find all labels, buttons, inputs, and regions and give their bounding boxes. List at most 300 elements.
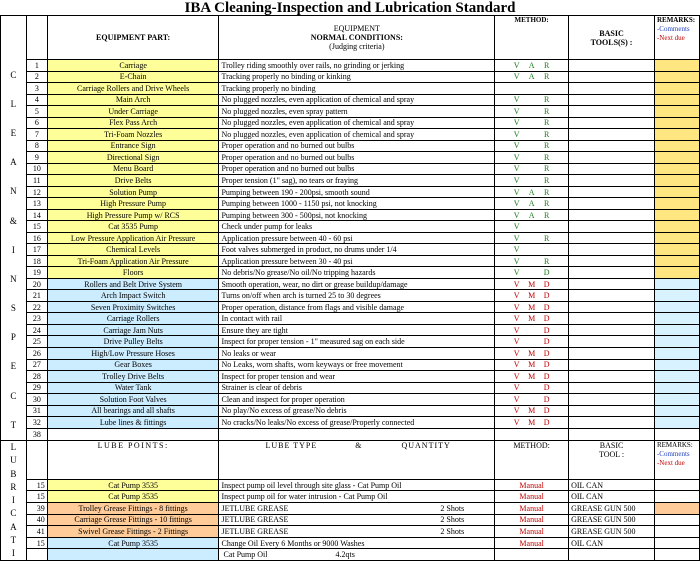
normal-condition: No plugged nozzles, even application of chemical and spray bbox=[219, 94, 495, 106]
method-code: M bbox=[528, 360, 536, 370]
basic-tool bbox=[569, 347, 655, 359]
remarks-cell[interactable] bbox=[654, 163, 699, 175]
remarks-cell[interactable] bbox=[654, 267, 699, 279]
basic-tool bbox=[569, 198, 655, 210]
method-codes bbox=[495, 417, 569, 429]
header-row bbox=[1, 16, 700, 60]
table-row bbox=[1, 278, 700, 290]
basic-tool bbox=[569, 255, 655, 267]
method-codes bbox=[495, 71, 569, 83]
table-row bbox=[1, 186, 700, 198]
method-code: D bbox=[543, 383, 550, 393]
method-code: D bbox=[543, 325, 550, 335]
method-code: V bbox=[513, 279, 520, 289]
remarks-cell[interactable] bbox=[654, 394, 699, 406]
equipment-part: Floors bbox=[47, 267, 219, 279]
lube-row bbox=[1, 491, 700, 503]
lube-type bbox=[219, 479, 495, 491]
table-row bbox=[1, 175, 700, 187]
method-code: V bbox=[513, 233, 520, 243]
normal-condition: Ensure they are tight bbox=[219, 324, 495, 336]
method-code: M bbox=[528, 302, 536, 312]
equipment-part: E-Chain bbox=[47, 71, 219, 83]
basic-tool bbox=[569, 175, 655, 187]
lube-type-text: JETLUBE GREASE bbox=[221, 526, 289, 536]
normal-condition: No debris/No grease/No oil/No tripping hazards bbox=[219, 267, 495, 279]
method-code: V bbox=[513, 337, 520, 347]
method-code: A bbox=[528, 199, 535, 209]
equipment-part: Carriage Rollers bbox=[47, 313, 219, 325]
remarks-cell[interactable] bbox=[654, 232, 699, 244]
row-number: 12 bbox=[26, 186, 47, 198]
remarks-cell[interactable] bbox=[654, 221, 699, 233]
equipment-part: High Pressure Pump bbox=[47, 198, 219, 210]
table-row bbox=[1, 71, 700, 83]
row-number: 21 bbox=[26, 290, 47, 302]
equipment-part: Arch Impact Switch bbox=[47, 290, 219, 302]
equipment-part: Drive Belts bbox=[47, 175, 219, 187]
lube-type-text: Cat Pump Oil bbox=[223, 550, 268, 560]
table-row bbox=[1, 313, 700, 325]
row-number: 11 bbox=[26, 175, 47, 187]
method-codes bbox=[495, 394, 569, 406]
table-row bbox=[1, 359, 700, 371]
equipment-part: Low Pressure Application Air Pressure bbox=[47, 232, 219, 244]
equipment-part: Trolley Drive Belts bbox=[47, 371, 219, 383]
normal-conditions-header: NORMAL CONDITIONS: bbox=[310, 33, 403, 43]
lube-type bbox=[219, 526, 495, 538]
remarks-cell[interactable] bbox=[654, 140, 699, 152]
method-code: V bbox=[513, 314, 520, 324]
method-code: D bbox=[543, 417, 550, 427]
remarks-cell[interactable] bbox=[654, 405, 699, 417]
row-number: 10 bbox=[26, 163, 47, 175]
lube-remarks-cell[interactable] bbox=[654, 526, 699, 538]
equipment-part: Solution Foot Valves bbox=[47, 394, 219, 406]
lube-tool bbox=[569, 549, 655, 561]
method-codes bbox=[495, 94, 569, 106]
equipment-part: Flex Pass Arch bbox=[47, 117, 219, 129]
lube-tool: OIL CAN bbox=[569, 491, 655, 503]
method-code: R bbox=[544, 164, 550, 174]
equipment-part: Seven Proximity Switches bbox=[47, 301, 219, 313]
equipment-header: EQUIPMENT bbox=[333, 24, 380, 34]
remarks-cell[interactable] bbox=[654, 301, 699, 313]
side-letter: T bbox=[10, 419, 17, 430]
lube-remarks-header: REMARKS: bbox=[656, 440, 693, 449]
row-number: 15 bbox=[26, 221, 47, 233]
equipment-part: Carriage Jam Nuts bbox=[47, 324, 219, 336]
lube-method: Manual bbox=[495, 503, 569, 515]
method-codes bbox=[495, 255, 569, 267]
row-number: 38 bbox=[26, 428, 47, 440]
side-letter: T bbox=[10, 534, 17, 545]
normal-condition: Application pressure between 30 - 40 psi bbox=[219, 255, 495, 267]
method-code: D bbox=[543, 279, 550, 289]
judging-criteria: (Judging criteria) bbox=[329, 42, 385, 52]
side-label-clean bbox=[1, 16, 27, 441]
table-row bbox=[1, 232, 700, 244]
method-code: V bbox=[513, 302, 520, 312]
basic-header: BASIC bbox=[599, 28, 624, 38]
table-row bbox=[1, 405, 700, 417]
remarks-cell[interactable] bbox=[654, 186, 699, 198]
remarks-cell[interactable] bbox=[654, 106, 699, 118]
remarks-cell[interactable] bbox=[654, 347, 699, 359]
method-code: V bbox=[513, 129, 520, 139]
method-code: V bbox=[513, 291, 520, 301]
remarks-cell[interactable] bbox=[654, 359, 699, 371]
basic-tool bbox=[569, 313, 655, 325]
remarks-cell[interactable] bbox=[654, 255, 699, 267]
lube-method-header: METHOD: bbox=[513, 440, 550, 450]
table-row bbox=[1, 244, 700, 256]
lube-type bbox=[219, 514, 495, 526]
basic-tool bbox=[569, 60, 655, 72]
normal-condition: Check under pump for leaks bbox=[219, 221, 495, 233]
basic-tool bbox=[569, 382, 655, 394]
remarks-cell[interactable] bbox=[654, 382, 699, 394]
basic-tool bbox=[569, 417, 655, 429]
row-number: 3 bbox=[26, 83, 47, 95]
method-code: A bbox=[528, 72, 535, 82]
lube-point bbox=[47, 549, 219, 561]
method-code: V bbox=[513, 394, 520, 404]
table-row bbox=[1, 428, 700, 440]
method-codes bbox=[495, 382, 569, 394]
method-codes bbox=[495, 60, 569, 72]
lube-point: Cat Pump 3535 bbox=[47, 479, 219, 491]
equipment-part: Solution Pump bbox=[47, 186, 219, 198]
normal-condition: No cracks/No leaks/No excess of grease/Properly connected bbox=[219, 417, 495, 429]
side-letter: N bbox=[10, 273, 17, 284]
method-code: V bbox=[513, 222, 520, 232]
row-number: 19 bbox=[26, 267, 47, 279]
method-code: V bbox=[513, 348, 520, 358]
lube-method: Manual bbox=[495, 491, 569, 503]
row-number: 22 bbox=[26, 301, 47, 313]
normal-condition: Turns on/off when arch is turned 25 to 30 degrees bbox=[219, 290, 495, 302]
equipment-part: Lube lines & fittings bbox=[47, 417, 219, 429]
normal-condition: Proper operation and no burned out bulbs bbox=[219, 163, 495, 175]
lube-number: 39 bbox=[26, 503, 47, 515]
method-code: V bbox=[513, 268, 520, 278]
side-label-lubricate bbox=[1, 440, 27, 561]
remarks-cell[interactable] bbox=[654, 198, 699, 210]
remarks-cell[interactable] bbox=[654, 244, 699, 256]
side-letter: U bbox=[10, 455, 17, 466]
row-number: 5 bbox=[26, 106, 47, 118]
method-code: D bbox=[543, 337, 550, 347]
side-letter: L bbox=[10, 98, 17, 109]
method-codes bbox=[495, 301, 569, 313]
lube-row bbox=[1, 537, 700, 549]
method-codes bbox=[495, 175, 569, 187]
method-codes bbox=[495, 198, 569, 210]
method-codes bbox=[495, 186, 569, 198]
method-codes bbox=[495, 221, 569, 233]
normal-condition bbox=[219, 428, 495, 440]
row-number: 16 bbox=[26, 232, 47, 244]
table-row bbox=[1, 94, 700, 106]
normal-condition: No plugged nozzles, even spray pattern bbox=[219, 106, 495, 118]
normal-condition: No leaks or wear bbox=[219, 347, 495, 359]
method-code: M bbox=[528, 279, 536, 289]
basic-tool bbox=[569, 371, 655, 383]
lube-type-text: JETLUBE GREASE bbox=[221, 503, 289, 513]
row-number: 18 bbox=[26, 255, 47, 267]
lube-remarks-cell[interactable] bbox=[654, 503, 699, 515]
normal-condition: Strainer is clear of debris bbox=[219, 382, 495, 394]
basic-tool bbox=[569, 140, 655, 152]
lube-number: 41 bbox=[26, 526, 47, 538]
lube-remarks-cell[interactable] bbox=[654, 479, 699, 491]
equipment-part bbox=[47, 428, 219, 440]
equipment-part: Tri-Foam Application Air Pressure bbox=[47, 255, 219, 267]
table-row bbox=[1, 371, 700, 383]
method-code: V bbox=[513, 176, 520, 185]
remarks-cell[interactable] bbox=[654, 313, 699, 325]
method-code: V bbox=[513, 60, 520, 70]
table-row bbox=[1, 163, 700, 175]
lube-remarks-cell[interactable] bbox=[654, 514, 699, 526]
normal-condition: Proper operation and no burned out bulbs bbox=[219, 140, 495, 152]
row-number: 4 bbox=[26, 94, 47, 106]
lube-tool: GREASE GUN 500 bbox=[569, 514, 655, 526]
normal-condition: Proper tension (1" sag), no tears or fraying bbox=[219, 175, 495, 187]
method-codes bbox=[495, 359, 569, 371]
method-code: R bbox=[544, 141, 550, 151]
method-code: R bbox=[544, 152, 550, 162]
equipment-part: All bearings and all shafts bbox=[47, 405, 219, 417]
lube-quantity: 2 Shots bbox=[440, 515, 465, 525]
remarks-cell[interactable] bbox=[654, 71, 699, 83]
lube-type-header: LUBE TYPE bbox=[265, 440, 318, 450]
lube-points-header: LUBE POINTS: bbox=[97, 440, 169, 450]
method-code: R bbox=[544, 60, 550, 70]
equipment-part: Under Carriage bbox=[47, 106, 219, 118]
basic-tool bbox=[569, 186, 655, 198]
side-letter: P bbox=[10, 332, 16, 343]
remarks-cell[interactable] bbox=[654, 129, 699, 141]
lube-type-text: Inspect pump oil for water intrusion - Cat Pump Oil bbox=[221, 492, 388, 502]
method-code: V bbox=[513, 199, 520, 209]
method-codes bbox=[495, 129, 569, 141]
method-code: D bbox=[543, 302, 550, 312]
basic-tool bbox=[569, 278, 655, 290]
remarks-cell[interactable] bbox=[654, 209, 699, 221]
lube-remarks-cell[interactable] bbox=[654, 537, 699, 549]
lube-point: Carriage Grease Fittings - 10 fittings bbox=[47, 514, 219, 526]
method-codes bbox=[495, 83, 569, 95]
lube-quantity: 4.2qts bbox=[335, 550, 355, 560]
method-codes bbox=[495, 290, 569, 302]
normal-condition: In contact with rail bbox=[219, 313, 495, 325]
lube-method bbox=[495, 549, 569, 561]
method-code: R bbox=[544, 187, 550, 197]
lube-tool: OIL CAN bbox=[569, 479, 655, 491]
method-code: V bbox=[513, 118, 520, 128]
row-number: 1 bbox=[26, 60, 47, 72]
lube-row bbox=[1, 549, 700, 561]
row-number: 31 bbox=[26, 405, 47, 417]
row-number: 28 bbox=[26, 371, 47, 383]
basic-tool bbox=[569, 324, 655, 336]
table-row bbox=[1, 221, 700, 233]
basic-tool bbox=[569, 117, 655, 129]
lube-method: Manual bbox=[495, 526, 569, 538]
remarks-cell[interactable] bbox=[654, 278, 699, 290]
remarks-cell[interactable] bbox=[654, 175, 699, 187]
method-codes bbox=[495, 140, 569, 152]
method-codes bbox=[495, 117, 569, 129]
row-number: 2 bbox=[26, 71, 47, 83]
side-letter: I bbox=[11, 548, 15, 559]
method-codes bbox=[495, 278, 569, 290]
method-codes bbox=[495, 336, 569, 348]
method-code: V bbox=[513, 360, 520, 370]
method-code: D bbox=[543, 394, 550, 404]
method-code: V bbox=[513, 210, 520, 220]
side-letter: N bbox=[10, 186, 17, 197]
method-code: A bbox=[528, 187, 535, 197]
normal-condition: Pumping between 190 - 200psi, smooth sound bbox=[219, 186, 495, 198]
method-codes bbox=[495, 267, 569, 279]
lube-tool: GREASE GUN 500 bbox=[569, 503, 655, 515]
remarks-cell[interactable] bbox=[654, 417, 699, 429]
side-letter: S bbox=[10, 303, 16, 314]
lube-type bbox=[219, 503, 495, 515]
normal-condition: Clean and inspect for proper operation bbox=[219, 394, 495, 406]
remarks-cell[interactable] bbox=[654, 428, 699, 440]
lube-point: Cat Pump 3535 bbox=[47, 537, 219, 549]
basic-tool bbox=[569, 336, 655, 348]
remarks-cell[interactable] bbox=[654, 83, 699, 95]
remarks-cell[interactable] bbox=[654, 152, 699, 164]
row-number: 8 bbox=[26, 140, 47, 152]
method-codes bbox=[495, 244, 569, 256]
method-code: R bbox=[544, 199, 550, 209]
normal-condition: No play/No excess of grease/No debris bbox=[219, 405, 495, 417]
method-code: V bbox=[513, 245, 520, 255]
row-number: 20 bbox=[26, 278, 47, 290]
table-row bbox=[1, 106, 700, 118]
method-code: A bbox=[528, 210, 535, 220]
remarks-cell[interactable] bbox=[654, 336, 699, 348]
remarks-header: REMARKS: bbox=[656, 16, 696, 24]
lube-comments-note: -Comments bbox=[656, 449, 690, 458]
method-code: V bbox=[513, 164, 520, 174]
table-row bbox=[1, 301, 700, 313]
basic-tool bbox=[569, 163, 655, 175]
method-code: R bbox=[544, 129, 550, 139]
method-codes bbox=[495, 232, 569, 244]
remarks-cell[interactable] bbox=[654, 371, 699, 383]
basic-tool bbox=[569, 209, 655, 221]
row-number: 26 bbox=[26, 347, 47, 359]
table-row bbox=[1, 60, 700, 72]
lube-method: Manual bbox=[495, 537, 569, 549]
method-code: V bbox=[513, 325, 520, 335]
method-codes bbox=[495, 324, 569, 336]
side-letter: I bbox=[11, 495, 15, 506]
table-row bbox=[1, 267, 700, 279]
table-row bbox=[1, 255, 700, 267]
equipment-part: Water Tank bbox=[47, 382, 219, 394]
side-letter: A bbox=[10, 157, 17, 168]
lube-point: Swivel Grease Fittings - 2 Fittings bbox=[47, 526, 219, 538]
method-code: M bbox=[528, 314, 536, 324]
method-code: R bbox=[544, 72, 550, 82]
normal-condition: Inspect for proper tension - 1" measured sag on each side bbox=[219, 336, 495, 348]
side-letter: R bbox=[10, 481, 17, 492]
basic-tool bbox=[569, 129, 655, 141]
lube-point: Trolley Grease Fittings - 8 fittings bbox=[47, 503, 219, 515]
side-letter: I bbox=[11, 244, 15, 255]
row-number: 17 bbox=[26, 244, 47, 256]
side-letter: L bbox=[10, 442, 17, 453]
table-row bbox=[1, 198, 700, 210]
method-code: R bbox=[544, 256, 550, 266]
equipment-part: Menu Board bbox=[47, 163, 219, 175]
remarks-cell[interactable] bbox=[654, 60, 699, 72]
table-row bbox=[1, 417, 700, 429]
method-code: V bbox=[513, 106, 520, 116]
normal-condition: Proper operation and no burned out bulbs bbox=[219, 152, 495, 164]
row-number: 32 bbox=[26, 417, 47, 429]
method-code: M bbox=[528, 417, 536, 427]
basic-tool bbox=[569, 394, 655, 406]
equipment-part: Chemical Levels bbox=[47, 244, 219, 256]
lube-amp: & bbox=[355, 440, 362, 450]
lube-row bbox=[1, 503, 700, 515]
lube-row bbox=[1, 526, 700, 538]
basic-tool bbox=[569, 94, 655, 106]
lube-remarks-cell[interactable] bbox=[654, 549, 699, 561]
table-row bbox=[1, 347, 700, 359]
equipment-part-header: EQUIPMENT PART: bbox=[96, 33, 171, 43]
lube-type-text: JETLUBE GREASE bbox=[221, 515, 289, 525]
table-row bbox=[1, 129, 700, 141]
table-row bbox=[1, 140, 700, 152]
method-code: R bbox=[544, 233, 550, 243]
lube-number: 15 bbox=[26, 537, 47, 549]
method-code: D bbox=[543, 314, 550, 324]
equipment-part: Drive Pulley Belts bbox=[47, 336, 219, 348]
method-code: R bbox=[544, 95, 550, 105]
equipment-part: Rollers and Belt Drive System bbox=[47, 278, 219, 290]
table-row bbox=[1, 117, 700, 129]
table-row bbox=[1, 382, 700, 394]
comments-note: -Comments bbox=[656, 25, 690, 33]
remarks-cell[interactable] bbox=[654, 324, 699, 336]
basic-tool bbox=[569, 152, 655, 164]
remarks-cell[interactable] bbox=[654, 290, 699, 302]
method-code: R bbox=[544, 210, 550, 220]
method-code: V bbox=[513, 256, 520, 266]
remarks-cell[interactable] bbox=[654, 94, 699, 106]
basic-tool bbox=[569, 71, 655, 83]
side-letter: C bbox=[10, 390, 17, 401]
quantity-header: QUANTITY bbox=[401, 440, 451, 450]
lube-remarks-cell[interactable] bbox=[654, 491, 699, 503]
normal-condition: No plugged nozzles, even application of chemical and spray bbox=[219, 117, 495, 129]
basic-tool bbox=[569, 267, 655, 279]
remarks-cell[interactable] bbox=[654, 117, 699, 129]
row-number: 7 bbox=[26, 129, 47, 141]
method-codes bbox=[495, 371, 569, 383]
method-code: M bbox=[528, 348, 536, 358]
